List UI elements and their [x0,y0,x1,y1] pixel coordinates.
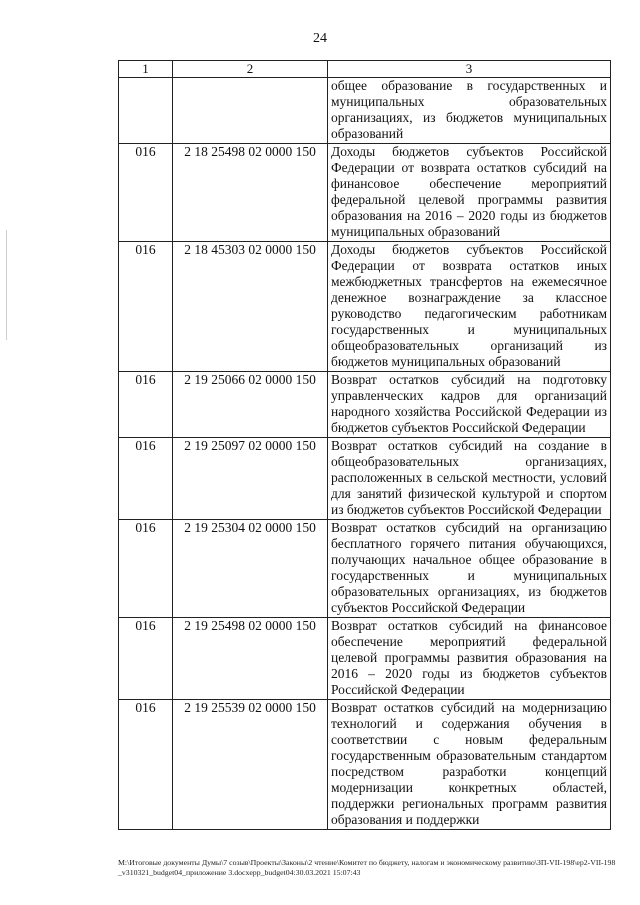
budget-classification-code: 2 19 25539 02 0000 150 [173,700,328,830]
administrator-code [119,78,173,144]
budget-classification-code: 2 19 25498 02 0000 150 [173,618,328,700]
table-row [119,700,611,830]
table-row [119,144,611,242]
scan-margin-mark [6,230,7,340]
administrator-code: 016 [119,144,173,242]
income-description: Возврат остатков субсидий на создание в общеобразовательных организациях, расположенных в сельской местности, условий для занятий физической культурой и спортом из бюджетов субъектов Российской Федерации [328,438,611,520]
income-description: Возврат остатков субсидий на подготовку управленческих кадров для организаций народного хозяйства Российской Федерации из бюджетов субъектов Российской Федерации [328,372,611,438]
column-header-2: 2 [173,61,328,78]
budget-classification-code: 2 19 25097 02 0000 150 [173,438,328,520]
table-row [119,78,611,144]
administrator-code: 016 [119,242,173,372]
income-description: Доходы бюджетов субъектов Российской Федерации от возврата остатков субсидий на финансовое обеспечение мероприятий федеральной целевой программы развития образования на 2016 – 2020 годы из бюджетов муниципальных образований [328,144,611,242]
administrator-code: 016 [119,700,173,830]
table-row [119,242,611,372]
income-description: общее образование в государственных и муниципальных образовательных организациях, из бюджетов муниципальных образований [328,78,611,144]
income-description: Возврат остатков субсидий на финансовое обеспечение мероприятий федеральной целевой программы развития образования на 2016 – 2020 годы из бюджетов субъектов Российской Федерации [328,618,611,700]
administrator-code: 016 [119,372,173,438]
budget-classification-code [173,78,328,144]
income-description: Возврат остатков субсидий на организацию бесплатного горячего питания обучающихся, получающих начальное общее образование в государственных и муниципальных образовательных организациях, из бюджетов субъектов Российской Федерации [328,520,611,618]
column-header-1: 1 [119,61,173,78]
budget-classification-code: 2 18 45303 02 0000 150 [173,242,328,372]
administrator-code: 016 [119,618,173,700]
budget-classification-code: 2 19 25066 02 0000 150 [173,372,328,438]
table-row [119,438,611,520]
table-row [119,372,611,438]
document-path-footer: М:\Итоговые документы Думы\7 созыв\Проекты\Законы\2 чтение\Комитет по бюджету, налогам и экономическому развитию\ЗП-VII-198\ер2-VII-198_v310321_budget04_приложение 3.docxерр_budget04:30.03.2021 15:07:43 [118,858,616,877]
table-row [119,520,611,618]
administrator-code: 016 [119,438,173,520]
budget-classification-code: 2 19 25304 02 0000 150 [173,520,328,618]
budget-classification-code: 2 18 25498 02 0000 150 [173,144,328,242]
page-number: 24 [313,31,327,46]
administrator-code: 016 [119,520,173,618]
table-header-row [119,61,611,78]
income-description: Возврат остатков субсидий на модернизацию технологий и содержания обучения в соответствии с новым федеральным государственным образовательным стандартом посредством разработки концепций модернизации конкретных областей, поддержки региональных программ развития образования и поддержки [328,700,611,830]
column-header-3: 3 [328,61,611,78]
income-description: Доходы бюджетов субъектов Российской Федерации от возврата остатков иных межбюджетных трансфертов на ежемесячное денежное вознаграждение за классное руководство педагогическим работникам государственных и муниципальных общеобразовательных организаций из бюджетов муниципальных образований [328,242,611,372]
table-row [119,618,611,700]
budget-codes-table [118,60,611,830]
